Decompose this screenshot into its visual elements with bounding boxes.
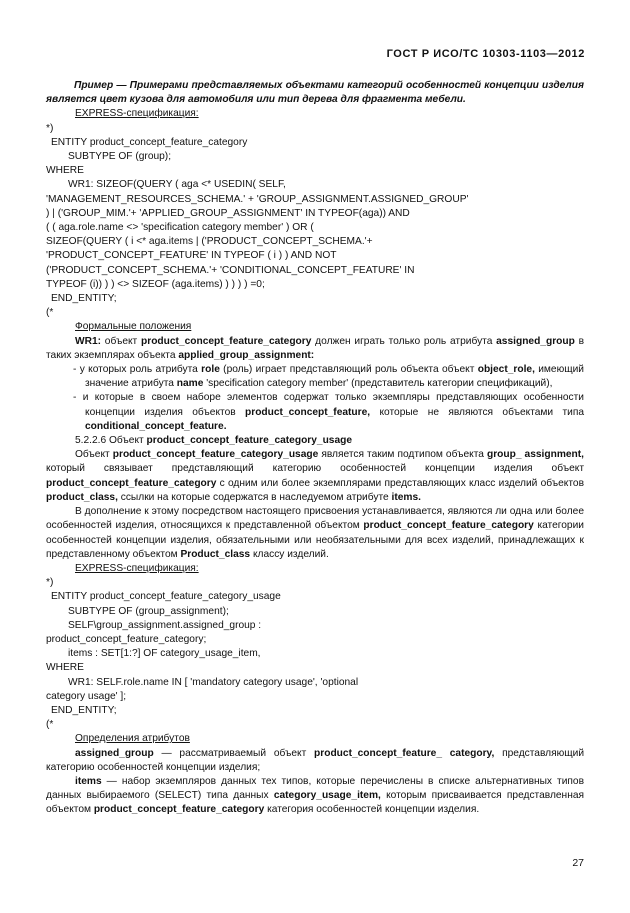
page-header: ГОСТ Р ИСО/ТС 10303-1103—2012 [386, 48, 585, 60]
code-line: SUBTYPE OF (group); [68, 151, 172, 163]
code-line: 'MANAGEMENT_RESOURCES_SCHEMA.' + 'GROUP_ASSIGNMENT.ASSIGNED_GROUP' [46, 193, 469, 205]
text-run: — набор экземпляров данных тех типов, которые перечислены в списке альтернативных типов данных выбираемого (SELECT) типа данных [46, 775, 584, 802]
list-item [46, 391, 584, 434]
code-line: items : SET[1:?] OF category_usage_item, [68, 648, 261, 660]
code-line: TYPEOF (i)) ) ) <> SIZEOF (aga.items) ) ) ) ) =0; [46, 278, 265, 290]
text-run: является таким подтипом объекта [318, 449, 487, 461]
text-run: представляющий категорию особенностей концепции изделия; [46, 747, 585, 773]
express-spec-heading: EXPRESS-спецификация: [75, 108, 199, 120]
code-line: *) [46, 577, 54, 589]
text-run: - у которых роль атрибута [73, 364, 202, 376]
text-run: имеющий значение атрибута [85, 364, 584, 390]
code-line: ) | ('GROUP_MIM.'+ 'APPLIED_GROUP_ASSIGNMENT' IN TYPEOF(aga)) AND [46, 207, 410, 219]
text-run: категории особенностей концепции изделия, обязательными или необязательными для всех изделий, принадлежащих к представленному объектом [46, 520, 584, 560]
attribute-definition [46, 747, 584, 775]
term: product_concept_feature_ category, [314, 747, 495, 759]
code-line: END_ENTITY; [51, 704, 117, 716]
term: object_role, [477, 364, 535, 376]
term: product_concept_feature_category [93, 804, 265, 816]
term: product_concept_feature_category [363, 520, 534, 532]
code-line: SIZEOF(QUERY ( i <* aga.items | ('PRODUCT_CONCEPT_SCHEMA.'+ [46, 236, 373, 248]
text-run: который связывает представляющий категорию особенностей концепции изделия объект [46, 463, 584, 475]
term: Product_class [180, 548, 251, 560]
code-line: 'PRODUCT_CONCEPT_FEATURE' IN TYPEOF ( i ) ) AND NOT [46, 250, 337, 262]
term: items [75, 775, 102, 787]
text-run: — рассматриваемый объект [153, 747, 315, 759]
express-spec-heading: EXPRESS-спецификация: [75, 562, 199, 574]
term: name [176, 378, 204, 390]
paragraph [46, 505, 584, 562]
text-run: категория особенностей концепции изделия. [264, 804, 480, 816]
code-line: SELF\group_assignment.assigned_group : [68, 619, 262, 631]
code-line: ENTITY product_concept_feature_category [51, 136, 248, 148]
code-line: (* [46, 719, 54, 731]
text-run: В дополнение к этому посредством настоящего присвоения устанавливается, являются ли одна или более особенностей изделия, относящихся к представленной объектом [46, 506, 584, 532]
text-run: ссылки на которые содержатся в наследуемом атрибуте [117, 491, 392, 503]
text-run: должен играть только роль атрибута [311, 335, 497, 347]
code-line: WR1: SELF.role.name IN [ 'mandatory category usage', 'optional [68, 676, 359, 688]
term: group_ assignment, [486, 449, 584, 461]
section-heading [46, 434, 584, 448]
term: product_concept_feature_category [46, 477, 217, 489]
term: conditional_concept_feature. [85, 420, 227, 432]
code-line: (* [46, 307, 54, 319]
text-run: 'specification category member' (представитель категории спецификаций), [203, 378, 553, 390]
term: product_class, [46, 491, 118, 503]
code-line: SUBTYPE OF (group_assignment); [68, 605, 229, 617]
code-line: WHERE [46, 165, 84, 177]
text-run: объект [101, 335, 141, 347]
text-run: (роль) играет представляющий роль объекта объект [219, 364, 478, 376]
attribute-definitions-heading: Определения атрибутов [75, 733, 190, 745]
code-line: ENTITY product_concept_feature_category_usage [51, 591, 281, 603]
code-line: category usage' ]; [46, 690, 127, 702]
list-item [46, 363, 584, 391]
term: assigned_group [75, 747, 154, 759]
term: product_concept_feature_category [141, 335, 312, 347]
code-line: END_ENTITY; [51, 293, 117, 305]
term: product_concept_feature_category_usage [112, 449, 319, 461]
term: WR1: [75, 335, 102, 347]
text-run: Объект [75, 449, 113, 461]
text-run: в таких экземплярах объекта [46, 335, 585, 361]
page-number: 27 [572, 857, 584, 869]
code-line: *) [46, 122, 54, 134]
text-run: 5.2.2.6 Объект [75, 435, 147, 447]
attribute-definition [46, 775, 584, 818]
code-line: WHERE [46, 662, 84, 674]
term: role [201, 364, 220, 376]
code-line: ( ( aga.role.name <> 'specification category member' ) OR ( [46, 222, 314, 234]
document-body [46, 79, 584, 818]
text-run: с одним или более экземплярами представляющих класс изделий объектов [216, 477, 584, 489]
wr1-paragraph [46, 335, 584, 363]
term: items. [391, 491, 421, 503]
code-line: product_concept_feature_category; [46, 633, 207, 645]
term: assigned_group [496, 335, 575, 347]
code-line: ('PRODUCT_CONCEPT_SCHEMA.'+ 'CONDITIONAL_CONCEPT_FEATURE' IN [46, 264, 415, 276]
code-line: WR1: SIZEOF(QUERY ( aga <* USEDIN( SELF, [68, 179, 286, 191]
example-note: Пример — Примерами представляемых объектами категорий особенностей концепции изделия является цвет кузова для автомобиля или тип дерева для фрагмента мебели. [46, 80, 584, 106]
term: category_usage_item, [273, 790, 381, 802]
term: product_concept_feature_category_usage [146, 435, 353, 447]
text-run: которые не являются объектами типа [370, 406, 584, 418]
formal-statements-heading: Формальные положения [75, 321, 192, 333]
term: product_concept_feature, [245, 406, 371, 418]
text-run: - и которые в своем наборе элементов содержат только экземпляры представляющих особенности концепции изделия объектов [73, 392, 584, 418]
term: applied_group_assignment: [178, 349, 315, 361]
text-run: классу изделий. [250, 548, 329, 560]
text-run: которым присваивается представленная объектом [46, 790, 584, 816]
paragraph [46, 448, 584, 505]
